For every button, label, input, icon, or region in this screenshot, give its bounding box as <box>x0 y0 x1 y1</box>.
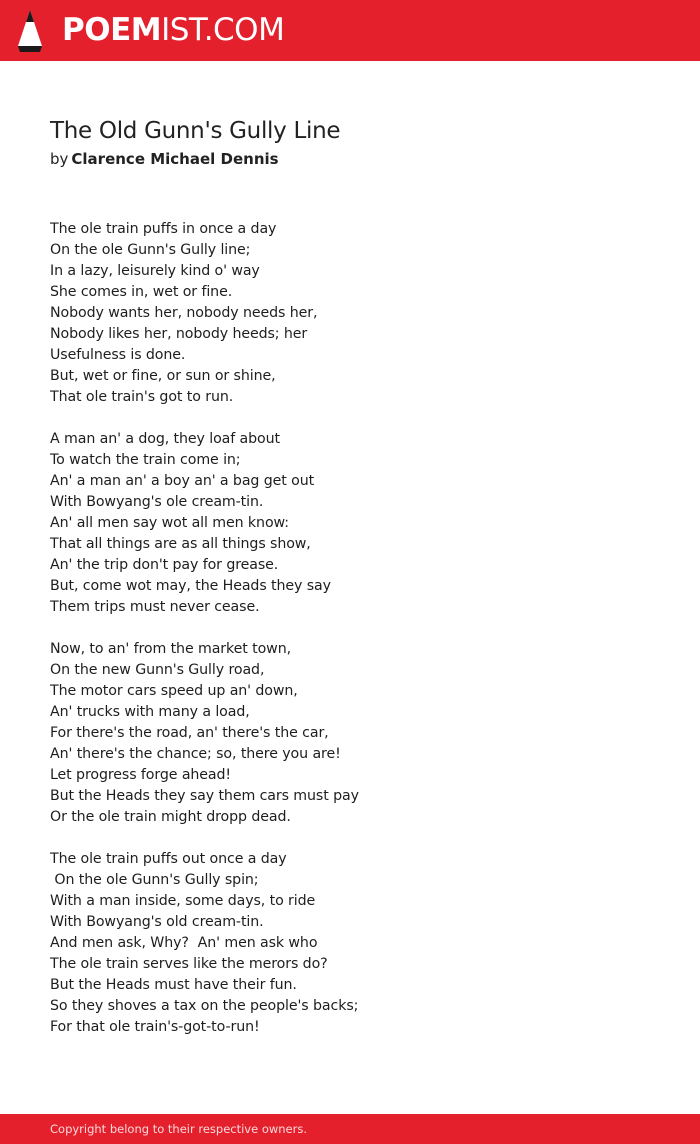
logo-bold-text: POEM <box>62 12 162 48</box>
poem-line: But the Heads they say them cars must pay <box>50 788 359 804</box>
poem-line: On the ole Gunn's Gully spin; <box>50 872 259 888</box>
poem-line: On the ole Gunn's Gully line; <box>50 242 251 258</box>
poem-line: But the Heads must have their fun. <box>50 977 297 993</box>
poem-line: With Bowyang's old cream-tin. <box>50 914 264 930</box>
poem-line: That ole train's got to run. <box>50 389 234 405</box>
poem-line: On the new Gunn's Gully road, <box>50 662 265 678</box>
poem-line: An' there's the chance; so, there you are! <box>50 746 341 762</box>
poem-line: An' all men say wot all men know: <box>50 515 289 531</box>
poem-line: Let progress forge ahead! <box>50 767 232 783</box>
site-footer <box>0 1114 700 1144</box>
poem-line: Nobody likes her, nobody heeds; her <box>50 326 308 342</box>
poem-line: To watch the train come in; <box>50 452 241 468</box>
poem-line: Nobody wants her, nobody needs her, <box>50 305 318 321</box>
poem-line: For that ole train's-got-to-run! <box>50 1019 260 1035</box>
poem-line: The ole train puffs out once a day <box>50 851 287 867</box>
poem-line: Usefulness is done. <box>50 347 186 363</box>
stanza <box>50 219 650 408</box>
poem-line: In a lazy, leisurely kind o' way <box>50 263 260 279</box>
poem-line: That all things are as all things show, <box>50 536 311 552</box>
poem-line: An' trucks with many a load, <box>50 704 250 720</box>
poem-line: Them trips must never cease. <box>50 599 260 615</box>
poem-title: The Old Gunn's Gully Line <box>50 118 341 144</box>
byline <box>50 149 279 169</box>
poem-line: For there's the road, an' there's the car, <box>50 725 329 741</box>
poem-line: But, come wot may, the Heads they say <box>50 578 331 594</box>
poem-line: An' a man an' a boy an' a bag get out <box>50 473 315 489</box>
poem-line: Or the ole train might dropp dead. <box>50 809 291 825</box>
pencil-logo-icon[interactable] <box>16 8 44 52</box>
poem-line: A man an' a dog, they loaf about <box>50 431 280 447</box>
poem-line: An' the trip don't pay for grease. <box>50 557 279 573</box>
poem-line: With a man inside, some days, to ride <box>50 893 316 909</box>
poem-line: With Bowyang's ole cream-tin. <box>50 494 264 510</box>
poem-body <box>50 219 650 1059</box>
site-logo[interactable] <box>62 11 284 49</box>
author-name: Clarence Michael Dennis <box>71 150 279 168</box>
poem-line: Now, to an' from the market town, <box>50 641 291 657</box>
by-label: by <box>50 150 69 168</box>
poem-line: So they shoves a tax on the people's backs; <box>50 998 359 1014</box>
poem-line: The ole train serves like the merors do? <box>50 956 328 972</box>
poem-line: And men ask, Why? An' men ask who <box>50 935 318 951</box>
poem-line: She comes in, wet or fine. <box>50 284 233 300</box>
stanza <box>50 639 650 828</box>
poem-line: But, wet or fine, or sun or shine, <box>50 368 276 384</box>
logo-light-text: IST.COM <box>161 12 285 48</box>
stanza <box>50 849 650 1038</box>
copyright-text: Copyright belong to their respective owners. <box>50 1122 308 1136</box>
site-header <box>0 0 700 61</box>
poem-line: The motor cars speed up an' down, <box>50 683 298 699</box>
stanza <box>50 429 650 618</box>
poem-line: The ole train puffs in once a day <box>50 221 277 237</box>
